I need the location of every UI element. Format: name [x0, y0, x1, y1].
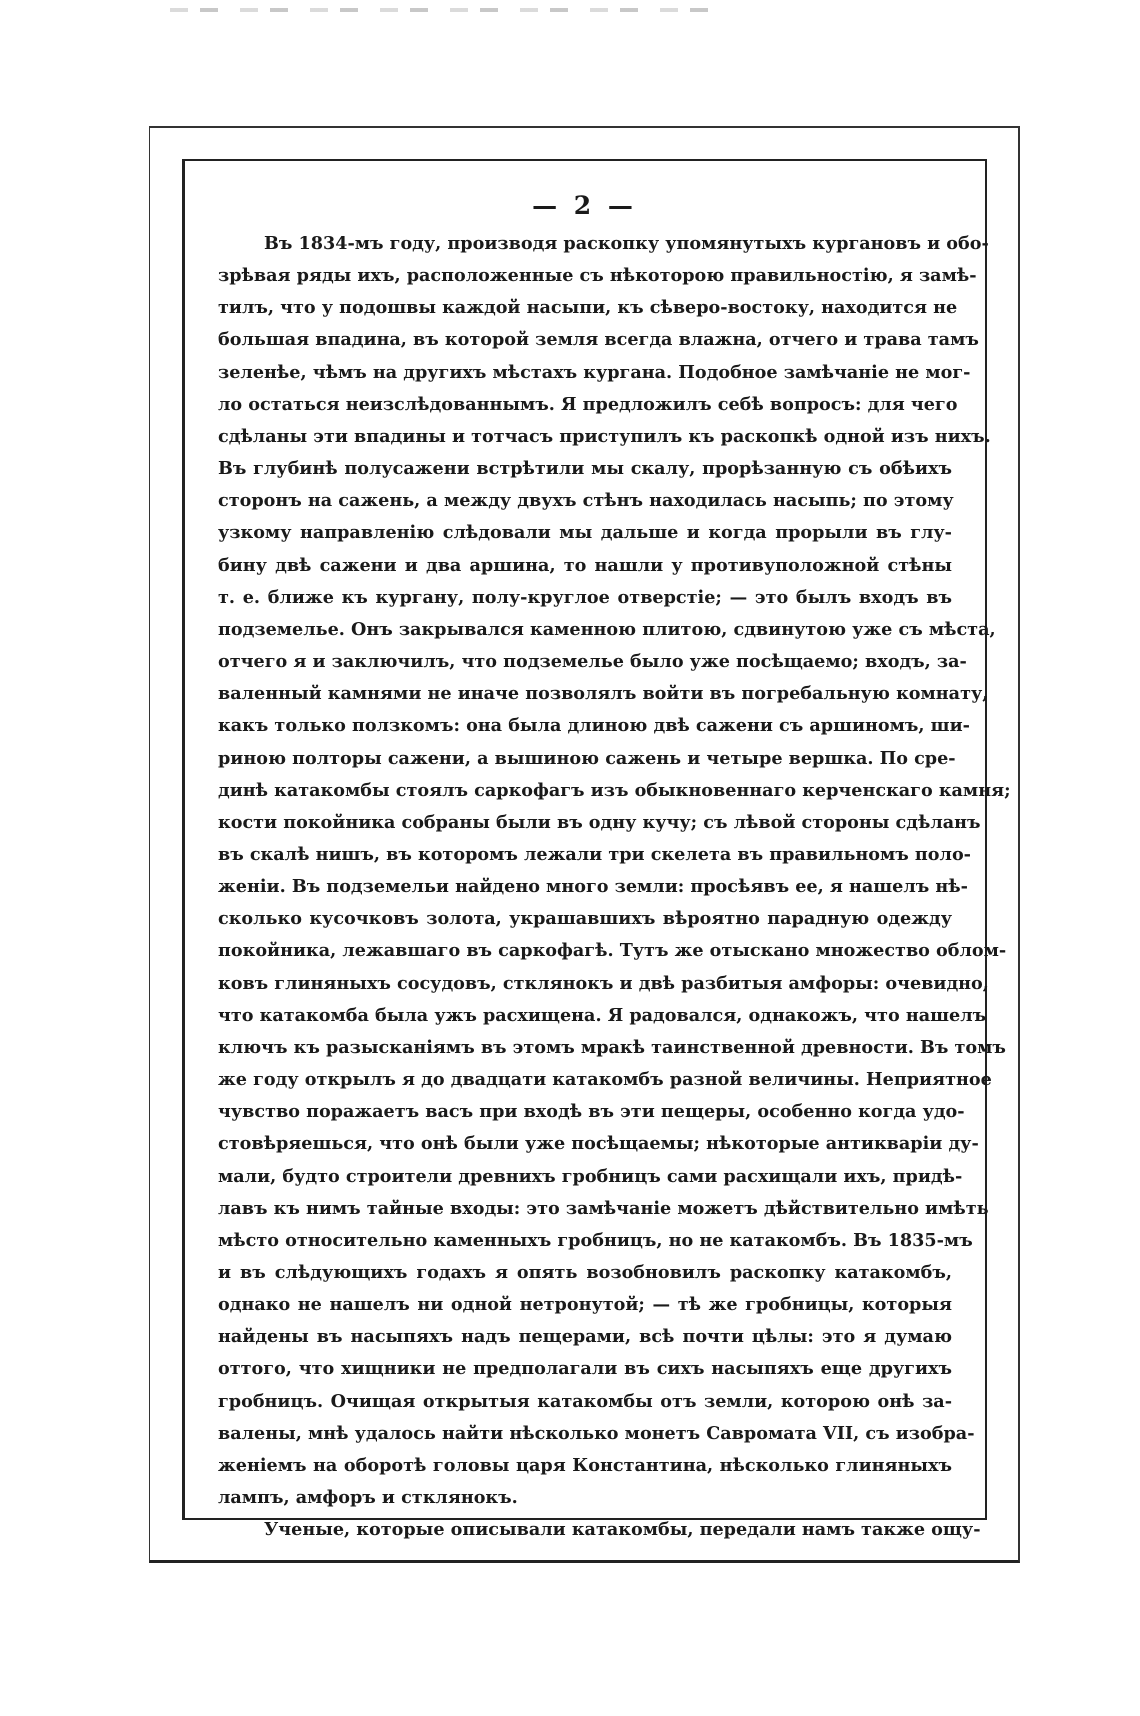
text-line: мали, будто строители древнихъ гробницъ сами расхищали ихъ, придѣ- — [218, 1165, 963, 1187]
scan-artifact — [170, 8, 730, 12]
text-line: отчего я и заключилъ, что подземелье было уже посѣщаемо; входъ, за- — [218, 651, 967, 673]
text-line: однако не нашелъ ни одной нетронутой; — тѣ же гробницы, которыя — [218, 1294, 952, 1316]
text-line: женіемъ на оборотѣ головы царя Константина, нѣсколько глиняныхъ — [218, 1454, 952, 1476]
text-line: подземелье. Онъ закрывался каменною плитою, сдвинутою уже съ мѣста, — [218, 618, 996, 640]
page-body-text — [218, 228, 1011, 1546]
text-line: валенный камнями не иначе позволялъ войти въ погребальную комнату, — [218, 683, 989, 705]
text-line: большая впадина, въ которой земля всегда влажна, отчего и трава тамъ — [218, 329, 979, 351]
text-line: чувство поражаетъ васъ при входѣ въ эти пещеры, особенно когда удо- — [218, 1101, 965, 1123]
text-line: зеленѣе, чѣмъ на другихъ мѣстахъ кургана. Подобное замѣчаніе не мог- — [218, 361, 971, 383]
text-line: динѣ катакомбы стоялъ саркофагъ изъ обыкновеннаго керченскаго камня; — [218, 779, 1011, 801]
text-line: Въ глубинѣ полусажени встрѣтили мы скалу, прорѣзанную съ обѣихъ — [218, 458, 952, 480]
text-line: что катакомба была ужъ расхищена. Я радовался, однакожъ, что нашелъ — [218, 1004, 987, 1026]
text-line: сдѣланы эти впадины и тотчасъ приступилъ къ раскопкѣ одной изъ нихъ. — [218, 425, 991, 447]
text-line: лавъ къ нимъ тайные входы: это замѣчаніе можетъ дѣйствительно имѣть — [218, 1197, 989, 1219]
text-line: же году открылъ я до двадцати катакомбъ разной величины. Неприятное — [218, 1069, 992, 1091]
text-line: какъ только ползкомъ: она была длиною двѣ сажени съ аршиномъ, ши- — [218, 715, 970, 737]
text-line: женіи. Въ подземельи найдено много земли: просѣявъ ее, я нашелъ нѣ- — [218, 876, 968, 898]
text-line: Ученые, которые описывали катакомбы, передали намъ также ощу- — [264, 1519, 981, 1541]
text-line: риною полторы сажени, а вышиною сажень и четыре вершка. По сре- — [218, 747, 956, 769]
text-line: Въ 1834-мъ году, производя раскопку упомянутыхъ кургановъ и обо- — [264, 233, 989, 254]
text-line: найдены въ насыпяхъ надъ пещерами, всѣ почти цѣлы: это я думаю — [218, 1326, 952, 1348]
text-line: стовѣряешься, что онѣ были уже посѣщаемы; нѣкоторые антикваріи ду- — [218, 1133, 979, 1155]
text-line: кости покойника собраны были въ одну кучу; съ лѣвой стороны сдѣланъ — [218, 811, 981, 833]
text-line: мѣсто относительно каменныхъ гробницъ, но не катакомбъ. Въ 1835-мъ — [218, 1229, 973, 1251]
text-line: зрѣвая ряды ихъ, расположенные съ нѣкоторою правильностію, я замѣ- — [218, 265, 977, 287]
text-line: тилъ, что у подошвы каждой насыпи, къ сѣверо-востоку, находится не — [218, 297, 958, 319]
text-line: покойника, лежавшаго въ саркофагѣ. Тутъ же отыскано множество облом- — [218, 940, 1007, 962]
text-line: бину двѣ сажени и два аршина, то нашли у противуположной стѣны — [218, 554, 952, 576]
text-line: т. е. ближе къ кургану, полу-круглое отверстіе; — это былъ входъ въ — [218, 586, 952, 608]
text-line: ковъ глиняныхъ сосудовъ, стклянокъ и двѣ разбитыя амфоры: очевидно, — [218, 972, 989, 994]
text-line: въ скалѣ нишъ, въ которомъ лежали три скелета въ правильномъ поло- — [218, 843, 971, 865]
text-line: лампъ, амфоръ и стклянокъ. — [218, 1487, 518, 1509]
text-line: сторонъ на сажень, а между двухъ стѣнъ находилась насыпь; по этому — [218, 490, 954, 512]
page-number: — 2 — — [532, 191, 637, 220]
text-line: гробницъ. Очищая открытыя катакомбы отъ земли, которою онѣ за- — [218, 1390, 952, 1412]
text-line: сколько кусочковъ золота, украшавшихъ вѣроятно парадную одежду — [218, 908, 952, 930]
text-line: оттого, что хищники не предполагали въ сихъ насыпяхъ еще другихъ — [218, 1358, 952, 1380]
text-line: валены, мнѣ удалось найти нѣсколько монетъ Савромата VII, съ изобра- — [218, 1422, 975, 1444]
text-line: и въ слѣдующихъ годахъ я опять возобновилъ раскопку катакомбъ, — [218, 1262, 952, 1283]
text-line: ло остаться неизслѣдованнымъ. Я предложилъ себѣ вопросъ: для чего — [218, 393, 958, 415]
text-line: узкому направленію слѣдовали мы дальше и когда прорыли въ глу- — [218, 522, 952, 544]
text-line: ключъ къ разысканіямъ въ этомъ мракѣ таинственной древности. Въ томъ — [218, 1036, 1006, 1058]
